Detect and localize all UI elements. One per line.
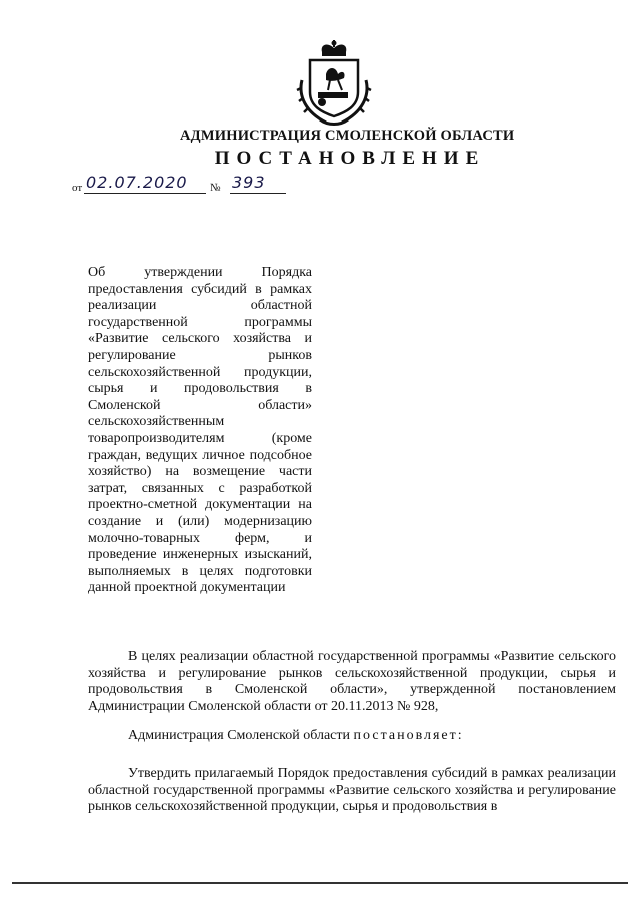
date-number-line bbox=[72, 172, 312, 198]
number-label: № bbox=[210, 182, 221, 194]
handwritten-date: 02.07.2020 bbox=[86, 173, 188, 192]
document-subject: Об утверждении Порядка предоставления субсидий в рамках реализации областной государственной программы «Развитие сельского хозяйства и регулирование рынков сельскохозяйственной продукции, сырья и продовольствия в Смоленской области» сельскохозяйственным товаропроизводителям (кроме граждан, ведущих личное подсобное хозяйство) на возмещение части затрат, связанных с разработкой проектно-сметной документации на создание и (или) модернизацию молочно-товарных ферм, и проведение инженерных изысканий, выполняемых в целях подготовки данной проектной документации bbox=[88, 265, 312, 596]
preamble-paragraph: В целях реализации областной государственной программы «Развитие сельского хозяйства и регулирование рынков сельскохозяйственной продукции, сырья и продовольствия в Смоленской области», утвержденной постановлением Администрации Смоленской области от 20.11.2013 № 928, bbox=[88, 649, 616, 714]
organization-name: АДМИНИСТРАЦИЯ СМОЛЕНСКОЙ ОБЛАСТИ bbox=[180, 128, 515, 144]
resolution-verb: постановляет: bbox=[353, 728, 464, 743]
resolution-subject: Администрация Смоленской области bbox=[128, 728, 351, 743]
date-field bbox=[84, 173, 206, 194]
page-bottom-divider bbox=[12, 882, 628, 884]
resolution-paragraph bbox=[88, 728, 616, 745]
date-label: от bbox=[72, 182, 83, 194]
handwritten-number: 393 bbox=[232, 173, 266, 192]
document-type-title: ПОСТАНОВЛЕНИЕ bbox=[214, 148, 486, 169]
coat-of-arms-icon bbox=[296, 40, 372, 126]
approval-paragraph: Утвердить прилагаемый Порядок предоставления субсидий в рамках реализации областной государственной программы «Развитие сельского хозяйства и регулирование рынков сельскохозяйственной продукции, сырья и продовольствия в bbox=[88, 766, 616, 815]
number-field bbox=[230, 173, 286, 194]
